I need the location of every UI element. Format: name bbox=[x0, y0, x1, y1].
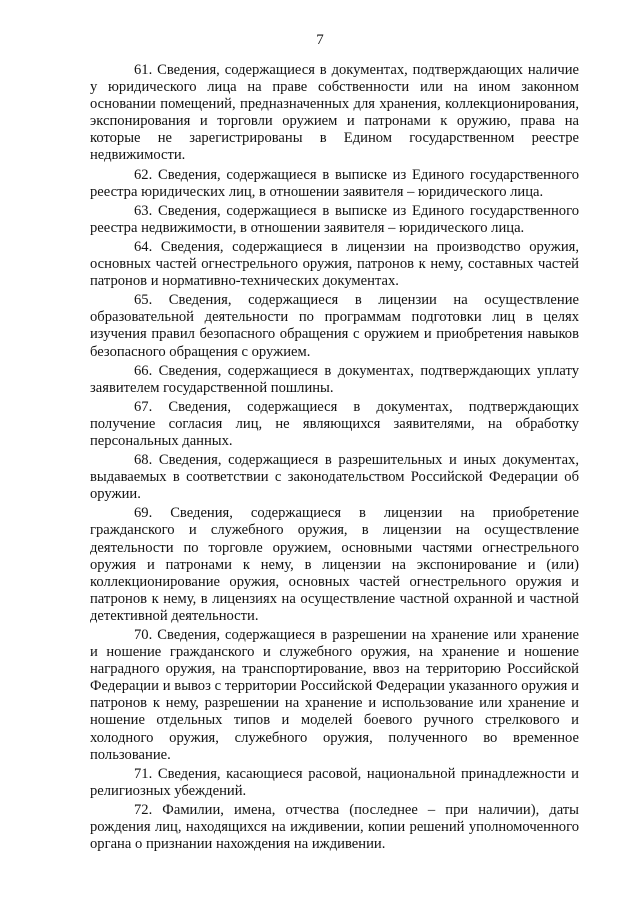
document-body bbox=[90, 62, 579, 855]
paragraph-70: 70. Сведения, содержащиеся в разрешении на хранение или хранение и ношение гражданского и служебного оружия, на хранение и ношение наградного оружия, на транспортирование, ввоз на территорию Российской Федерации и вывоз с территории Российской Федерации указанного оружия и патронов к нему, разрешении на хранение и использование или хранение и ношение отдельных типов и моделей боевого ручного стрелкового и холодного оружия, служебного оружия, полученного во временное пользование. bbox=[90, 627, 579, 763]
paragraph-64: 64. Сведения, содержащиеся в лицензии на производство оружия, основных частей огнестрельного оружия, патронов к нему, составных частей патронов и нормативно-технических документах. bbox=[90, 238, 579, 290]
paragraph-69: 69. Сведения, содержащиеся в лицензии на приобретение гражданского и служебного оружия, в лицензии на осуществление деятельности по торговле оружием, основными частями огнестрельного оружия и патронами к нему, в лицензии на экспонирование и (или) коллекционирование оружия, основных частей огнестрельного оружия и патронов к нему, в лицензиях на осуществление частной охранной и частной детективной деятельности. bbox=[90, 505, 579, 624]
paragraph-67: 67. Сведения, содержащиеся в документах, подтверждающих получение согласия лиц, не являющихся заявителями, на обработку персональных данных. bbox=[90, 398, 579, 449]
paragraph-63: 63. Сведения, содержащиеся в выписке из Единого государственного реестра недвижимости, в отношении заявителя – юридического лица. bbox=[90, 202, 579, 236]
paragraph-62: 62. Сведения, содержащиеся в выписке из Единого государственного реестра юридических лиц, в отношении заявителя – юридического лица. bbox=[90, 166, 579, 200]
paragraph-71: 71. Сведения, касающиеся расовой, национальной принадлежности и религиозных убеждений. bbox=[90, 765, 579, 799]
paragraph-68: 68. Сведения, содержащиеся в разрешительных и иных документах, выдаваемых в соответствии с законодательством Российской Федерации об оружии. bbox=[90, 452, 579, 503]
paragraph-65: 65. Сведения, содержащиеся в лицензии на осуществление образовательной деятельности по программам подготовки лиц в целях изучения правил безопасного обращения с оружием и приобретения навыков безопасного обращения с оружием. bbox=[90, 292, 579, 360]
paragraph-72: 72. Фамилии, имена, отчества (последнее – при наличии), даты рождения лиц, находящихся на иждивении, копии решений уполномоченного органа о признании нахождения на иждивении. bbox=[90, 801, 579, 853]
paragraph-66: 66. Сведения, содержащиеся в документах, подтверждающих уплату заявителем государственной пошлины. bbox=[90, 362, 579, 396]
paragraph-61: 61. Сведения, содержащиеся в документах, подтверждающих наличие у юридического лица на праве собственности или на ином законном основании помещений, предназначенных для хранения, коллекционирования, экспонирования и торговли оружием и патронами к оружию, права на которые не зарегистрированы в Едином государственном реестре недвижимости. bbox=[90, 62, 579, 164]
page-number: 7 bbox=[316, 32, 324, 48]
